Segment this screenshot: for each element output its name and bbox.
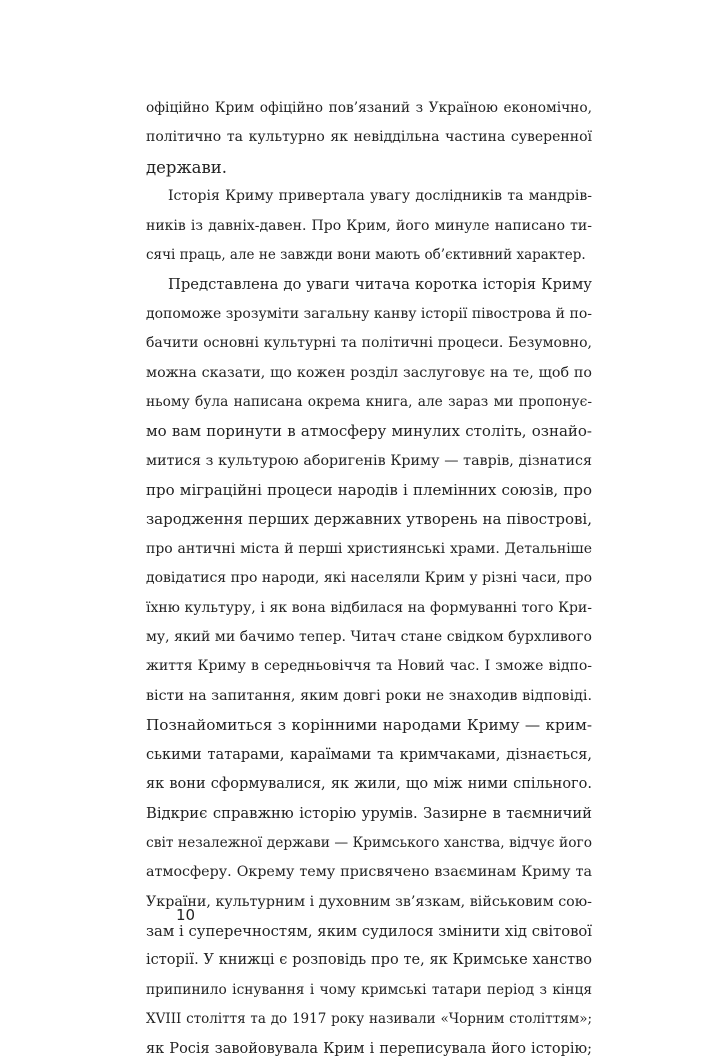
text-line: допоможе зрозуміти загальну канву історії півострова й по- xyxy=(146,305,592,322)
text-line: держави. xyxy=(146,157,228,177)
text-line: Історія Криму привертала увагу дослідників та мандрів- xyxy=(168,188,592,205)
text-line: Відкриє справжню історію урумів. Зазирне в таємничий xyxy=(146,805,592,823)
text-line: можна сказати, що кожен розділ заслуговує на те, щоб по xyxy=(146,364,592,381)
text-line: сячі праць, але не завжди вони мають об’єктивний характер. xyxy=(146,246,586,263)
text-line: вісти на запитання, яким довгі роки не знаходив відповіді. xyxy=(146,687,592,704)
paragraph xyxy=(146,182,592,270)
text-line: му, який ми бачимо тепер. Читач стане свідком бурхливого xyxy=(146,629,592,646)
text-line: світ незалежної держави — Кримського ханства, відчує його xyxy=(146,834,592,851)
text-line: XVIII століття та до 1917 року називали «Чорним століттям»; xyxy=(146,1011,592,1028)
body-text xyxy=(146,94,592,1064)
text-line: як вони сформувалися, як жили, що між ними спільного. xyxy=(146,775,592,792)
text-line: атмосферу. Окрему тему присвячено взаєминам Криму та xyxy=(146,864,592,881)
text-line: Познайомиться з корінними народами Криму — крим- xyxy=(146,716,592,735)
text-line: України, культурним і духовним зв’язкам, військовим сою- xyxy=(146,893,592,910)
text-line: ськими татарами, караїмами та кримчаками, дізнається, xyxy=(146,746,592,763)
page-number: 10 xyxy=(176,906,196,924)
text-line: про античні міста й перші християнські храми. Детальніше xyxy=(146,540,592,557)
text-line: зам і суперечностям, яким судилося змінити хід світової xyxy=(146,922,592,940)
text-line: історії. У книжці є розповідь про те, як Кримське ханство xyxy=(146,952,592,969)
text-line: зародження перших державних утворень на півострові, xyxy=(146,510,592,529)
text-line: офіційно Крим офіційно пов’язаний з Україною економічно, xyxy=(146,100,592,116)
text-line: мо вам поринути в атмосферу минулих століть, ознайо- xyxy=(146,422,592,441)
text-line: припинило існування і чому кримські татари період з кінця xyxy=(146,981,592,998)
text-line: бачити основні культурні та політичні процеси. Безумовно, xyxy=(146,335,592,352)
text-line: про міграційні процеси народів і племінних союзів, про xyxy=(146,481,592,500)
text-line: ників із давніх-давен. Про Крим, його минуле написано ти- xyxy=(146,217,592,234)
paragraph xyxy=(146,270,592,1064)
paragraph xyxy=(146,94,592,182)
text-line: політично та культурно як невіддільна частина суверенної xyxy=(146,129,592,146)
text-line: життя Криму в середньовіччя та Новий час. І зможе відпо- xyxy=(146,658,592,675)
text-line: їхню культуру, і як вона відбилася на формуванні того Кри- xyxy=(146,599,592,616)
text-line: довідатися про народи, які населяли Крим у різні часи, про xyxy=(146,570,592,587)
text-line: Представлена до уваги читача коротка історія Криму xyxy=(168,276,592,294)
text-line: ньому була написана окрема книга, але зараз ми пропонує- xyxy=(146,393,592,410)
text-line: митися з культурою аборигенів Криму — таврів, дізнатися xyxy=(146,452,592,469)
text-line: як Росія завойовувала Крим і переписувала його історію; xyxy=(146,1040,592,1057)
